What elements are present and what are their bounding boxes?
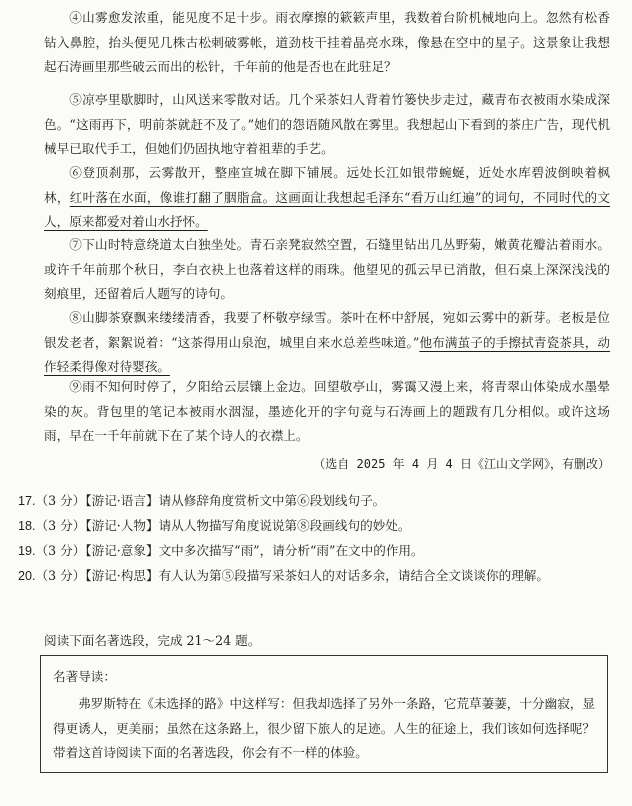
- paragraph-9: ⑨雨不知何时停了，夕阳给云层镶上金边。回望敬亭山，雾霭又漫上来，将青翠山体染成水墨晕染的灰。背包里的笔记本被雨水洇湿，墨迹化开的字句竟与石涛画上的题跋有几分相似。或许这场雨，早在一千年前就下在了某个诗人的衣襟上。: [44, 379, 610, 443]
- question-19: [18, 539, 610, 564]
- question-17: [18, 489, 610, 514]
- question-number: 17.: [18, 494, 36, 508]
- question-text: （3 分）【游记·构思】有人认为第⑤段描写采茶妇人的对话多余，请结合全文谈谈你的理解。: [35, 568, 549, 583]
- question-text: （3 分）【游记·人物】请从人物描写角度说说第⑧段画线句的妙处。: [35, 518, 411, 533]
- question-18: [18, 514, 610, 539]
- paragraph-6-text: ⑥登顶刹那，云雾散开，整座宣城在脚下铺展。远处长江如银带蜿蜒，近处水库碧波倒映着枫林，: [44, 165, 610, 205]
- reading-intro: 阅读下面名著选段，完成 21～24 题。: [44, 633, 261, 648]
- paragraph-7: ⑦下山时特意绕道太白独坐处。青石亲凳寂然空置，石缝里钻出几丛野菊，嫩黄花瓣沾着雨水。或许千年前那个秋日，李白衣袂上也落着这样的雨珠。他望见的孤云早已消散，但石桌上深深浅浅的刻痕里，还留着后人题写的诗句。: [44, 237, 610, 301]
- question-number: 19.: [18, 544, 36, 558]
- guide-text: 弗罗斯特在《未选择的路》中这样写：但我却选择了另外一条路，它荒草萋萋，十分幽寂，显得更诱人，更美丽；虽然在这条路上，很少留下旅人的足迹。人生的征途上，我们该如何选择呢？带着这首诗阅读下面的名著选段，你会有不一样的体验。: [53, 696, 595, 760]
- paragraph-4: ④山雾愈发浓重，能见度不足十步。雨衣摩擦的簌簌声里，我数着台阶机械地向上。忽然有松香钻入鼻腔，抬头便见几株古松刺破雾帐，道劲枝干挂着晶亮水珠，像悬在空中的星子。这景象让我想起石涛画里那些破云而出的松针，千年前的他是否也在此驻足？: [44, 10, 610, 74]
- question-text: （3 分）【游记·意象】文中多次描写“雨”，请分析“雨”在文中的作用。: [35, 543, 424, 558]
- paragraph-5: ⑤凉亭里歇脚时，山风送来零散对话。几个采茶妇人背着竹篓快步走过，藏青布衣被雨水染成深色。“这雨再下，明前茶就赶不及了。”她们的怨语随风散在雾里。我想起山下看到的茶庄广告，现代机械早已取代手工，但她们仍固执地守着祖辈的手艺。: [44, 92, 610, 156]
- paragraph-8-text: ⑧山脚茶寮飘来缕缕清香，我要了杯敬亭绿雪。茶叶在杯中舒展，宛如云雾中的新芽。老板是位银发老者，絮絮说着：“这茶得用山泉泡，城里自来水总差些味道。”: [44, 310, 610, 350]
- source-note: （选自 2025 年 4 月 4 日《江山文学网》，有删改）: [313, 457, 610, 471]
- underlined-sentence-6: 红叶落在水面，像谁打翻了胭脂盒。这画面让我想起毛泽东“看万山红遍”的词句，不同时代的文人，原来都爱对着山水抒怀。: [44, 189, 610, 229]
- guide-title: 名著导读：: [53, 669, 116, 684]
- question-number: 18.: [18, 519, 36, 533]
- paragraph-6: [44, 161, 610, 235]
- question-text: （3 分）【游记·语言】请从修辞角度赏析文中第⑥段划线句子。: [35, 493, 386, 508]
- question-20: [18, 564, 610, 589]
- question-number: 20.: [18, 569, 36, 583]
- paragraph-8: [44, 306, 610, 380]
- underlined-sentence-8: 他布满茧子的手擦拭青瓷茶具，动作轻柔得像对待婴孩。: [44, 334, 611, 374]
- guide-box: [40, 655, 608, 773]
